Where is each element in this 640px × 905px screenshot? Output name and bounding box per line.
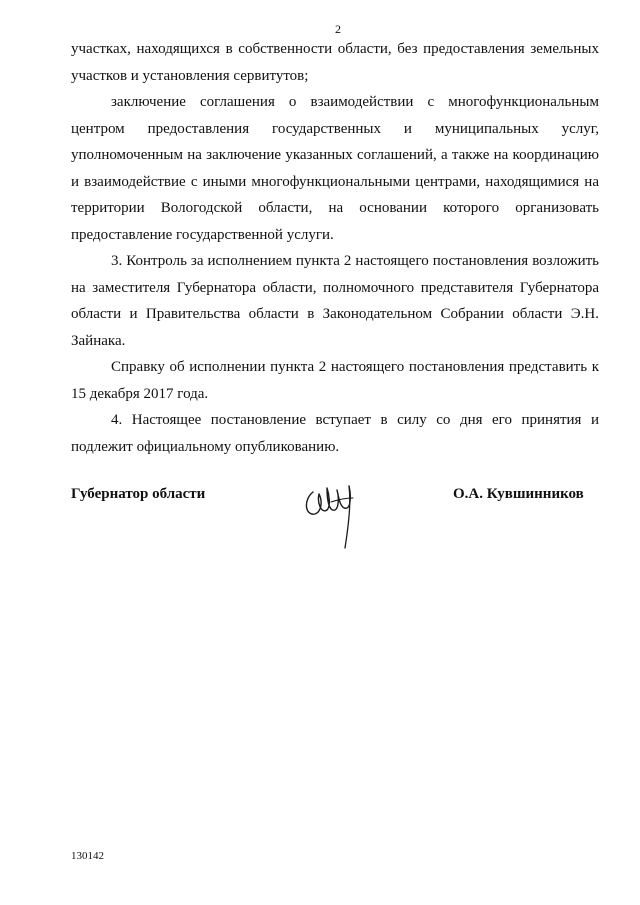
- signature-block: [71, 486, 599, 556]
- page-number: 2: [335, 22, 341, 36]
- handwritten-signature: [301, 472, 369, 554]
- paragraph-agreement: заключение соглашения о взаимодействии с многофункциональным центром предоставления государственных и муниципальных услуг, уполномоченным на заключение указанных соглашений, а также на координацию и взаимодействие с иными многофункциональными центрами, находящимися на территории Вологодской области, на основании которого организовать предоставление государственной услуги.: [71, 94, 599, 243]
- signer-name: О.А. Кувшинников: [453, 486, 584, 502]
- paragraph-effective: 4. Настоящее постановление вступает в силу со дня его принятия и подлежит официальному опубликованию.: [71, 412, 599, 455]
- paragraph-report: Справку об исполнении пункта 2 настоящего постановления представить к 15 декабря 2017 года.: [71, 359, 599, 402]
- signer-title: Губернатор области: [71, 486, 206, 502]
- document-body: [71, 36, 599, 460]
- paragraph-continuation: участках, находящихся в собственности области, без предоставления земельных участков и установления сервитутов;: [71, 41, 599, 84]
- paragraph-control: 3. Контроль за исполнением пункта 2 настоящего постановления возложить на заместителя Губернатора области, полномочного представителя Губернатора области и Правительства области в Законодательном Собрании области Э.Н. Зайнака.: [71, 253, 599, 349]
- document-code: 130142: [71, 850, 104, 862]
